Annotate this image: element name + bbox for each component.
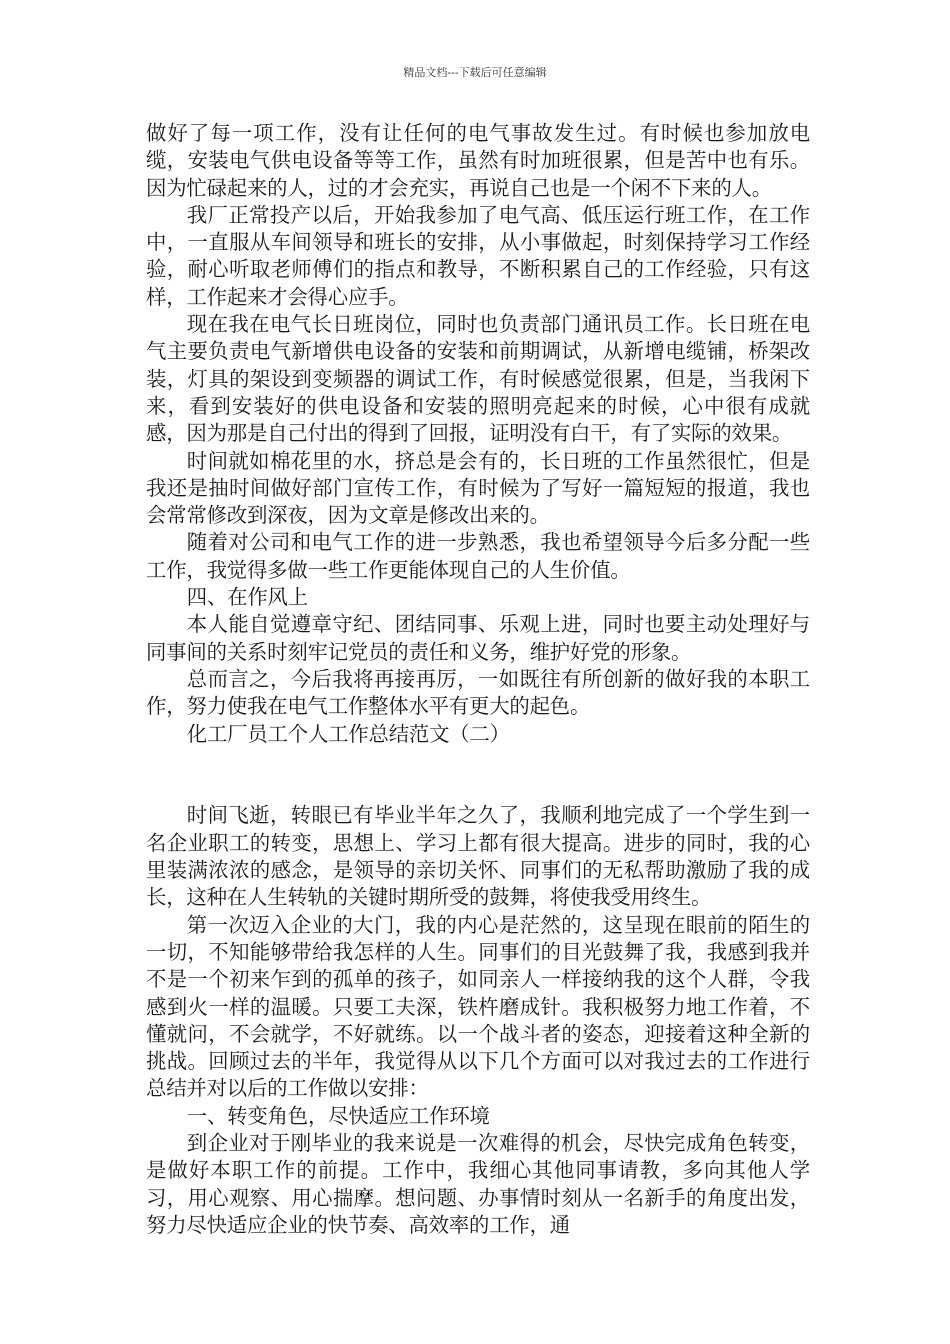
page-header: 精品文档---下载后可任意编辑 xyxy=(403,66,547,79)
section-heading: 四、在作风上 xyxy=(186,585,308,610)
section-heading: 一、转变角色，尽快适应工作环境 xyxy=(186,1103,490,1128)
paragraph: 做好了每一项工作，没有让任何的电气事故发生过。有时候也参加放电缆，安装电气供电设备等等工作，虽然有时加班很累，但是苦中也有乐。因为忙碌起来的人，过的才会充实，再说自己也是一个闲不下来的人。 xyxy=(146,121,810,200)
paragraph: 现在我在电气长日班岗位，同时也负责部门通讯员工作。长日班在电气主要负责电气新增供电设备的安装和前期调试，从新增电缆铺，桥架改装，灯具的架设到变频器的调试工作，有时候感觉很累，但是，当我闲下来，看到安装好的供电设备和安装的照明亮起来的时候，心中很有成就感，因为那是自己付出的得到了回报，证明没有白干，有了实际的效果。 xyxy=(146,312,810,446)
paragraph: 总而言之，今后我将再接再厉，一如既往有所创新的做好我的本职工作，努力使我在电气工作整体水平有更大的起色。 xyxy=(146,666,810,719)
paragraph: 时间飞逝，转眼已有毕业半年之久了，我顺利地完成了一个学生到一名企业职工的转变，思想上、学习上都有很大提高。进步的同时，我的心里装满浓浓的感念，是领导的亲切关怀、同事们的无私帮助激励了我的成长，这种在人生转轨的关键时期所受的鼓舞，将使我受用终生。 xyxy=(146,803,810,910)
paragraph: 时间就如棉花里的水，挤总是会有的，长日班的工作虽然很忙，但是我还是抽时间做好部门宣传工作，有时候为了写好一篇短短的报道，我也会常常修改到深夜，因为文章是修改出来的。 xyxy=(146,448,810,528)
blank-line xyxy=(146,748,810,803)
document-body xyxy=(146,120,810,1239)
paragraph: 第一次迈入企业的大门，我的内心是茫然的，这呈现在眼前的陌生的一切，不知能够带给我怎样的人生。同事们的目光鼓舞了我，我感到我并不是一个初来乍到的孤单的孩子，如同亲人一样接纳我的这个人群，令我感到火一样的温暖。只要工夫深，铁杵磨成针。我积极努力地工作着，不懂就问，不会就学，不好就练。以一个战斗者的姿态，迎接着这种全新的挑战。回顾过去的半年，我觉得从以下几个方面可以对我过去的工作进行总结并对以后的工作做以安排： xyxy=(146,912,810,1101)
paragraph: 本人能自觉遵章守纪、团结同事、乐观上进，同时也要主动处理好与同事间的关系时刻牢记党员的责任和义务，维护好党的形象。 xyxy=(146,612,810,664)
paragraph: 我厂正常投产以后，开始我参加了电气高、低压运行班工作，在工作中，一直服从车间领导和班长的安排，从小事做起，时刻保持学习工作经验，耐心听取老师傅们的指点和教导，不断积累自己的工作经验，只有这样，工作起来才会得心应手。 xyxy=(146,202,810,309)
paragraph: 随着对公司和电气工作的进一步熟悉，我也希望领导今后多分配一些工作，我觉得多做一些工作更能体现自己的人生价值。 xyxy=(146,530,810,582)
section-title: 化工厂员工个人工作总结范文（二） xyxy=(186,721,510,746)
paragraph: 到企业对于刚毕业的我来说是一次难得的机会，尽快完成角色转变，是做好本职工作的前提。工作中，我细心其他同事请教，多向其他人学习，用心观察、用心揣摩。想问题、办事情时刻从一名新手的角度出发，努力尽快适应企业的快节奏、高效率的工作，通 xyxy=(146,1130,810,1237)
